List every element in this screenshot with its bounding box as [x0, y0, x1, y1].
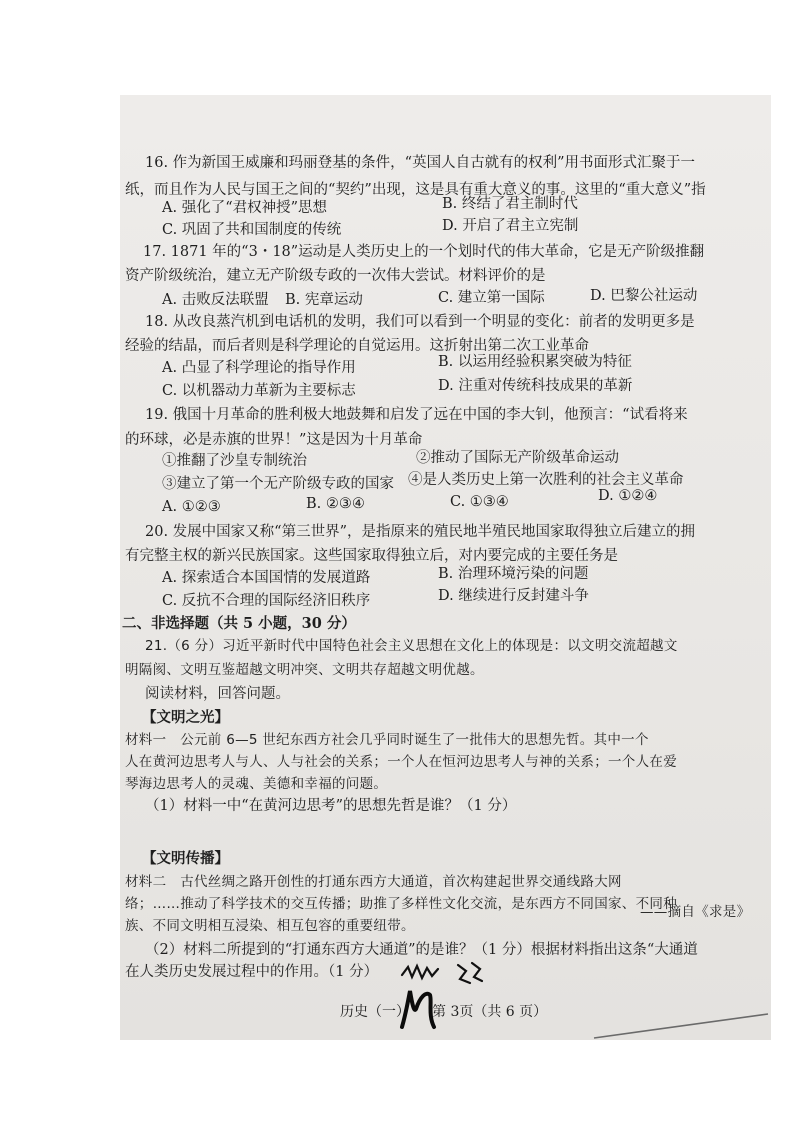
q21-part2-line2: 在人类历史发展过程中的作用。（1 分） — [125, 964, 379, 980]
q19-option-b: B. ②③④ — [306, 496, 365, 512]
material1-line2: 人在黄河边思考人与人、人与社会的关系；一个人在恒河边思考人与神的关系；一个人在爱 — [125, 754, 677, 770]
material2-line2: 络；……推动了科学技术的交互传播；助推了多样性文化交流，是东西方不同国家、不同种 — [125, 896, 677, 912]
q16-option-d: D. 开启了君主立宪制 — [442, 218, 579, 234]
q19-option-a: A. ①②③ — [162, 499, 221, 515]
q16-stem-line2: 纸，而且作为人民与国王之间的“契约”出现，这是具有重大意义的事。这里的“重大意义”指 — [125, 182, 706, 198]
material1-line3: 琴海边思考人的灵魂、美德和幸福的问题。 — [125, 776, 388, 792]
heading-civilization-light: 【文明之光】 — [142, 709, 229, 726]
q17-option-d: D. 巴黎公社运动 — [590, 288, 698, 304]
q19-statement-3: ③建立了第一个无产阶级专政的国家 — [162, 476, 394, 492]
q21-part1: （1）材料一中“在黄河边思考”的思想先哲是谁？（1 分） — [145, 798, 517, 814]
q20-option-b: B. 治理环境污染的问题 — [438, 566, 589, 582]
material1-line1: 材料一 公元前 6—5 世纪东西方社会几乎同时诞生了一批伟大的思想先哲。其中一个 — [125, 732, 649, 748]
q20-option-a: A. 探索适合本国国情的发展道路 — [162, 570, 371, 586]
q16-option-c: C. 巩固了共和国制度的传统 — [162, 222, 342, 238]
q18-option-c: C. 以机器动力革新为主要标志 — [162, 383, 356, 399]
q19-statement-1: ①推翻了沙皇专制统治 — [162, 453, 307, 469]
section-heading: 二、非选择题（共 5 小题，30 分） — [122, 615, 356, 632]
q18-stem-line2: 经验的结晶，而后者则是科学理论的自觉运用。这折射出第二次工业革命 — [125, 338, 589, 354]
q19-statement-2: ②推动了国际无产阶级革命运动 — [416, 450, 619, 466]
q17-stem-line2: 资产阶级统治，建立无产阶级专政的一次伟大尝试。材料评价的是 — [125, 268, 546, 284]
footer-page-number: 第 3页（共 6 页） — [432, 1004, 548, 1020]
q18-option-a: A. 凸显了科学理论的指导作用 — [162, 360, 356, 376]
q18-option-b: B. 以运用经验积累突破为特征 — [438, 354, 632, 370]
q17-option-b: B. 宪章运动 — [285, 292, 363, 308]
material2-line3: 族、不同文明相互浸染、相互包容的重要纽带。 — [125, 918, 415, 934]
q16-option-a: A. 强化了“君权神授”思想 — [162, 200, 328, 216]
q16-stem-line1: 16. 作为新国王威廉和玛丽登基的条件，“英国人自古就有的权利”用书面形式汇聚于一 — [145, 155, 695, 171]
exam-page — [120, 95, 771, 1040]
q19-stem-line1: 19. 俄国十月革命的胜利极大地鼓舞和启发了远在中国的李大钊，他预言：“试看将来 — [145, 407, 688, 423]
material2-source: ——摘自《求是》 — [640, 904, 751, 920]
q20-stem-line1: 20. 发展中国家又称“第三世界”，是指原来的殖民地半殖民地国家取得独立后建立的拥 — [145, 524, 695, 540]
material2-line1: 材料二 古代丝绸之路开创性的打通东西方大通道，首次构建起世界交通线路大网 — [125, 874, 622, 890]
heading-civilization-spread: 【文明传播】 — [142, 850, 229, 867]
q17-option-a: A. 击败反法联盟 — [162, 292, 269, 308]
q17-stem-line1: 17. 1871 年的“3・18”运动是人类历史上的一个划时代的伟大革命，它是无产阶级推翻 — [143, 244, 705, 260]
q16-option-b: B. 终结了君主制时代 — [442, 196, 578, 212]
q17-option-c: C. 建立第一国际 — [438, 290, 545, 306]
pen-stroke-mark — [590, 1010, 771, 1040]
q19-option-d: D. ①②④ — [598, 488, 658, 504]
q20-option-c: C. 反抗不合理的国际经济旧秩序 — [162, 593, 371, 609]
q21-part2-line1: （2）材料二所提到的“打通东西方大通道”的是谁？（1 分）根据材料指出这条“大通道 — [145, 942, 698, 958]
q18-stem-line1: 18. 从改良蒸汽机到电话机的发明，我们可以看到一个明显的变化：前者的发明更多是 — [145, 314, 695, 330]
q19-stem-line2: 的环球，必是赤旗的世界！”这是因为十月革命 — [125, 432, 423, 448]
q21-instruction: 阅读材料，回答问题。 — [145, 686, 290, 702]
q20-option-d: D. 继续进行反封建斗争 — [438, 588, 589, 604]
q19-option-c: C. ①③④ — [450, 494, 509, 510]
q19-statement-4: ④是人类历史上第一次胜利的社会主义革命 — [408, 472, 684, 488]
q21-intro-line1: 21.（6 分）习近平新时代中国特色社会主义思想在文化上的体现是：以文明交流超越文 — [145, 638, 678, 654]
q20-stem-line2: 有完整主权的新兴民族国家。这些国家取得独立后，对内要完成的主要任务是 — [125, 548, 618, 564]
footer-subject: 历史（一） — [340, 1004, 410, 1020]
q21-intro-line2: 明隔阂、文明互鉴超越文明冲突、文明共存超越文明优越。 — [125, 662, 484, 678]
q18-option-d: D. 注重对传统科技成果的革新 — [438, 378, 633, 394]
